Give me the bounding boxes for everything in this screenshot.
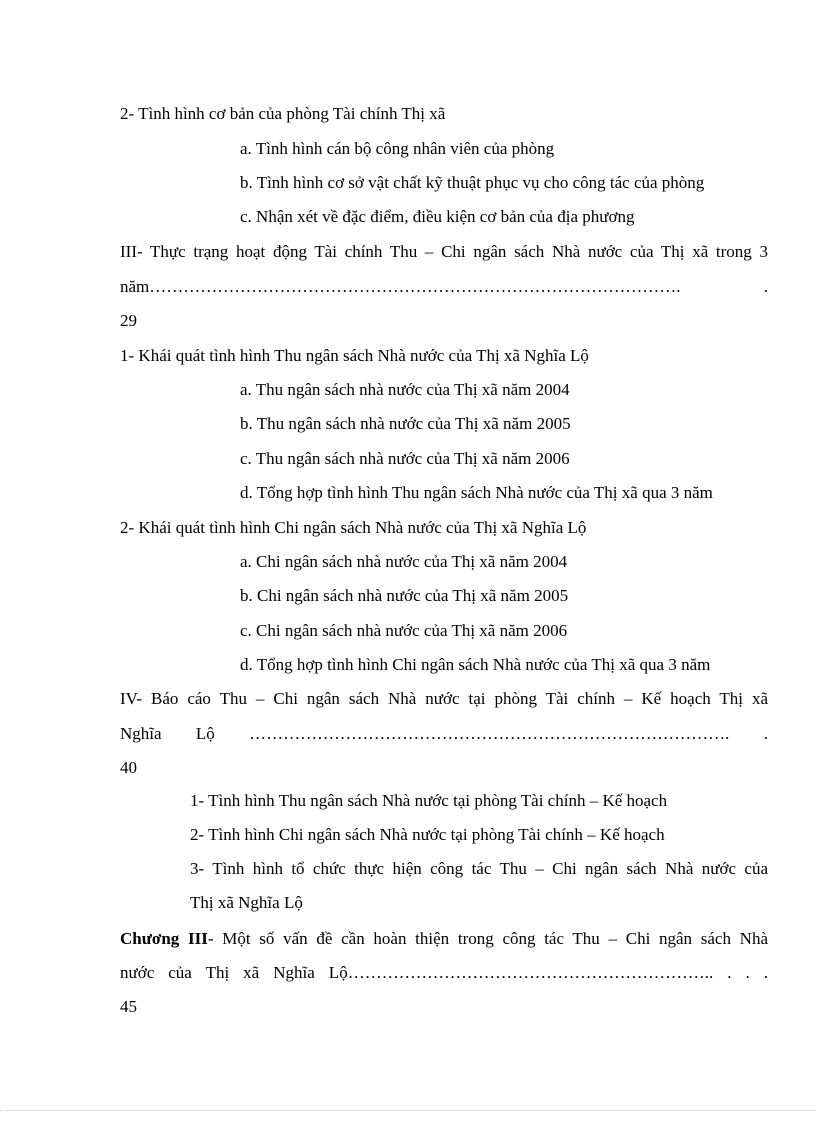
toc-page-number: 29 xyxy=(120,311,137,330)
toc-item: b. Thu ngân sách nhà nước của Thị xã năm 2005 xyxy=(240,414,571,433)
toc-item: a. Chi ngân sách nhà nước của Thị xã năm 2004 xyxy=(240,552,568,571)
toc-item: d. Tổng hợp tình hình Chi ngân sách Nhà nước của Thị xã qua 3 năm xyxy=(240,655,711,674)
toc-item: c. Nhận xét về đặc điểm, điều kiện cơ bản của địa phương xyxy=(240,207,635,226)
toc-item: a. Tình hình cán bộ công nhân viên của phòng xyxy=(240,139,555,158)
toc-item: c. Thu ngân sách nhà nước của Thị xã năm 2006 xyxy=(240,449,570,468)
toc-leader-line: năm…………………………………………………………………………………. . xyxy=(120,277,768,296)
toc-item: c. Chi ngân sách nhà nước của Thị xã năm 2006 xyxy=(240,621,568,640)
toc-subsection-title: 2- Khái quát tình hình Chi ngân sách Nhà nước của Thị xã Nghĩa Lộ xyxy=(120,518,587,537)
toc-item: b. Chi ngân sách nhà nước của Thị xã năm 2005 xyxy=(240,586,569,605)
toc-item: b. Tình hình cơ sở vật chất kỹ thuật phục vụ cho công tác của phòng xyxy=(240,173,705,192)
page-bottom-divider xyxy=(0,1110,816,1111)
toc-item: 2- Tình hình Chi ngân sách Nhà nước tại phòng Tài chính – Kế hoạch xyxy=(190,825,665,844)
toc-leader-line: nước của Thị xã Nghĩa Lộ……………………………………………………….. . . . xyxy=(120,963,768,982)
toc-item: 1- Tình hình Thu ngân sách Nhà nước tại phòng Tài chính – Kế hoạch xyxy=(190,791,668,810)
chapter-label: Chương III xyxy=(120,929,208,948)
toc-section-2-title: 2- Tình hình cơ bản của phòng Tài chính Thị xã xyxy=(120,104,446,123)
toc-item: d. Tổng hợp tình hình Thu ngân sách Nhà nước của Thị xã qua 3 năm xyxy=(240,483,713,502)
toc-item-continuation: Thị xã Nghĩa Lộ xyxy=(190,893,303,912)
toc-section-iv-title: IV- Báo cáo Thu – Chi ngân sách Nhà nước tại phòng Tài chính – Kế hoạch Thị xã xyxy=(120,689,768,708)
toc-subsection-title: 1- Khái quát tình hình Thu ngân sách Nhà nước của Thị xã Nghĩa Lộ xyxy=(120,346,589,365)
toc-leader-line: Nghĩa Lộ …………………………………………………………………………. . xyxy=(120,724,768,743)
toc-section-iii-title: III- Thực trạng hoạt động Tài chính Thu – Chi ngân sách Nhà nước của Thị xã trong 3 xyxy=(120,242,768,261)
toc-item: 3- Tình hình tổ chức thực hiện công tác Thu – Chi ngân sách Nhà nước của xyxy=(190,859,768,878)
toc-chapter-iii-title xyxy=(120,928,768,950)
toc-page-number: 45 xyxy=(120,997,137,1016)
chapter-title: - Một số vấn đề cần hoàn thiện trong công tác Thu – Chi ngân sách Nhà xyxy=(207,929,768,948)
toc-page-number: 40 xyxy=(120,758,137,777)
toc-item: a. Thu ngân sách nhà nước của Thị xã năm 2004 xyxy=(240,380,570,399)
